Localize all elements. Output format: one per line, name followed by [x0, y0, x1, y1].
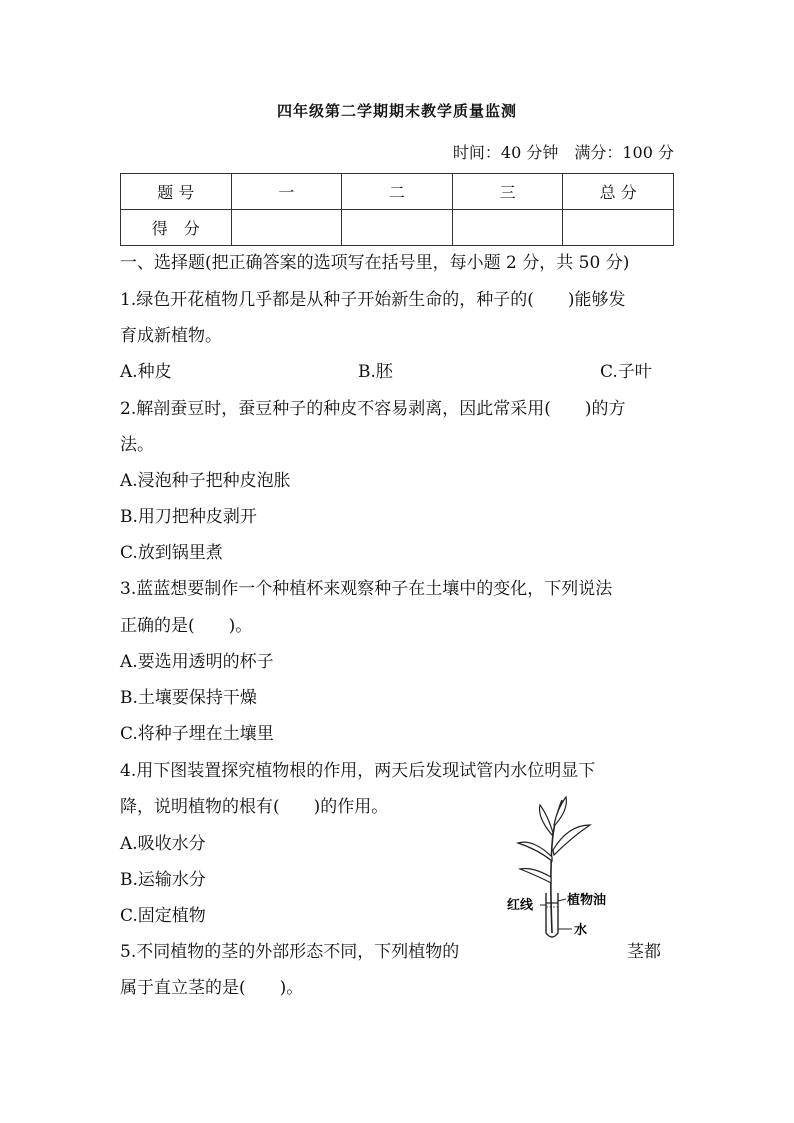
section-heading: 一、选择题(把正确答案的选项写在括号里，每小题 2 分，共 50 分)	[120, 253, 630, 273]
question-5-line-1a: 5.不同植物的茎的外部形态不同，下列植物的	[120, 942, 460, 962]
plant-leaf-icon	[553, 825, 590, 855]
plant-test-tube-figure	[500, 795, 630, 945]
plant-leaf-icon	[554, 797, 566, 825]
question-4-option-c[interactable]: C.固定植物	[120, 906, 206, 926]
score-table-cell: 二	[342, 174, 453, 210]
score-table	[120, 173, 674, 246]
question-2-option-c[interactable]: C.放到锅里煮	[120, 543, 223, 563]
exam-title: 四年级第二学期期末教学质量监测	[276, 102, 517, 120]
question-2-line-2: 法。	[120, 435, 154, 455]
score-table-cell: 题 号	[121, 174, 232, 210]
score-input-cell[interactable]	[563, 210, 674, 246]
question-3-option-a[interactable]: A.要选用透明的杯子	[120, 652, 274, 672]
plant-leaf-icon	[520, 868, 551, 883]
question-4-line-1: 4.用下图装置探究植物根的作用，两天后发现试管内水位明显下	[120, 761, 596, 781]
figure-label-red-line: 红线	[507, 898, 534, 913]
question-4-option-b[interactable]: B.运输水分	[120, 870, 206, 890]
oil-leader	[558, 899, 566, 901]
score-table-header-row	[121, 174, 674, 210]
question-1-option-a[interactable]: A.种皮	[120, 362, 172, 382]
question-3-option-b[interactable]: B.土壤要保持干燥	[120, 688, 257, 708]
score-table-cell: 三	[452, 174, 563, 210]
question-2-option-a[interactable]: A.浸泡种子把种皮泡胀	[120, 471, 291, 491]
question-3-line-2: 正确的是( )。	[120, 616, 253, 636]
question-3-line-1: 3.蓝蓝想要制作一个种植杯来观察种子在土壤中的变化，下列说法	[120, 579, 613, 599]
question-2-line-1: 2.解剖蚕豆时，蚕豆种子的种皮不容易剥离，因此常采用( )的方	[120, 399, 626, 419]
score-table-score-row	[121, 210, 674, 246]
figure-label-oil: 植物油	[567, 893, 607, 908]
score-input-cell[interactable]	[231, 210, 342, 246]
score-input-cell[interactable]	[452, 210, 563, 246]
question-3-option-c[interactable]: C.将种子埋在土壤里	[120, 724, 274, 744]
score-table-cell: 总 分	[563, 174, 674, 210]
exam-time-score: 时间：40 分钟 满分：100 分	[452, 143, 674, 162]
question-4-line-2: 降，说明植物的根有( )的作用。	[120, 797, 389, 817]
plant-leaf-icon	[540, 805, 554, 835]
question-1-line-1: 1.绿色开花植物几乎都是从种子开始新生命的，种子的( )能够发	[120, 290, 626, 310]
question-1-option-c[interactable]: C.子叶	[600, 362, 652, 382]
question-1-line-2: 育成新植物。	[120, 326, 222, 346]
question-5-line-2: 属于直立茎的是( )。	[120, 978, 304, 998]
question-2-option-b[interactable]: B.用刀把种皮剥开	[120, 507, 257, 527]
score-input-cell[interactable]	[342, 210, 453, 246]
question-1-option-b[interactable]: B.胚	[358, 362, 393, 382]
question-4-option-a[interactable]: A.吸收水分	[120, 834, 206, 854]
plant-leaf-icon	[518, 842, 552, 861]
score-table-cell: 一	[231, 174, 342, 210]
figure-label-water: 水	[574, 923, 588, 938]
question-5-line-1b: 茎都	[627, 942, 661, 962]
score-row-label: 得 分	[121, 210, 232, 246]
